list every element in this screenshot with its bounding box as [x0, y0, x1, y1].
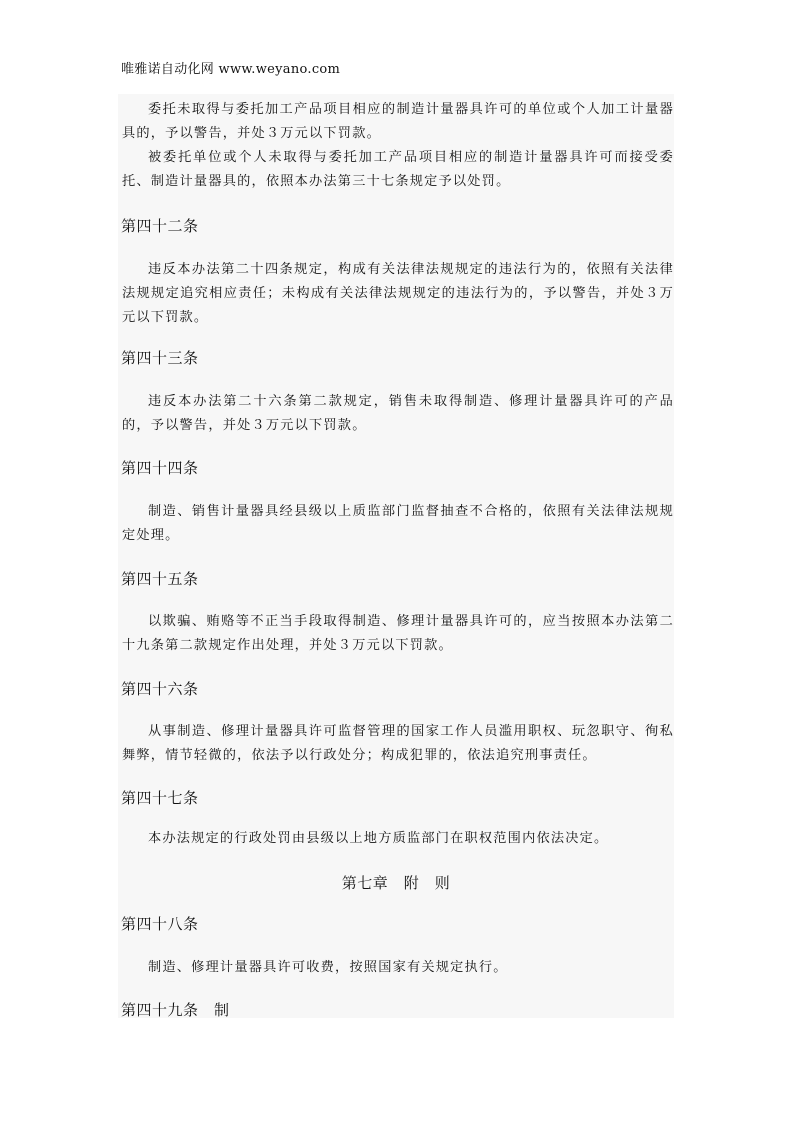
article-heading-42: 第四十二条: [121, 217, 199, 235]
paragraph-45: 以欺骗、贿赂等不正当手段取得制造、修理计量器具许可的，应当按照本办法第二十九条第二款规定作出处理，并处３万元以下罚款。: [122, 614, 674, 653]
paragraph-44: 制造、销售计量器具经县级以上质监部门监督抽查不合格的，依照有关法律法规规定处理。: [122, 504, 674, 543]
chapter-title: 第七章 附 则: [341, 874, 451, 892]
document-body: [118, 94, 674, 1018]
article-heading-44: 第四十四条: [121, 459, 199, 477]
site-header: 唯雅诺自动化网 www.weyano.com: [121, 62, 341, 77]
paragraph-41-4: 被委托单位或个人未取得与委托加工产品项目相应的制造计量器具许可而接受委托、制造计量器具的，依照本办法第三十七条规定予以处罚。: [122, 150, 674, 189]
paragraph-41-3: 委托未取得与委托加工产品项目相应的制造计量器具许可的单位或个人加工计量器具的，予以警告，并处３万元以下罚款。: [122, 102, 674, 141]
article-heading-45: 第四十五条: [121, 570, 199, 588]
article-heading-48: 第四十八条: [121, 915, 199, 933]
paragraph-42: 违反本办法第二十四条规定，构成有关法律法规规定的违法行为的，依照有关法律法规规定追究相应责任；未构成有关法律法规规定的违法行为的，予以警告，并处３万元以下罚款。: [122, 262, 674, 325]
paragraph-43: 违反本办法第二十六条第二款规定，销售未取得制造、修理计量器具许可的产品的，予以警告，并处３万元以下罚款。: [122, 394, 674, 433]
article-heading-43: 第四十三条: [121, 349, 199, 367]
paragraph-47: 本办法规定的行政处罚由县级以上地方质监部门在职权范围内依法决定。: [148, 831, 609, 846]
article-heading-49: 第四十九条 制: [121, 1001, 230, 1019]
article-heading-47: 第四十七条: [121, 789, 199, 807]
article-heading-46: 第四十六条: [121, 680, 199, 698]
paragraph-46: 从事制造、修理计量器具许可监督管理的国家工作人员滥用职权、玩忽职守、徇私舞弊，情节轻微的，依法予以行政处分；构成犯罪的，依法追究刑事责任。: [122, 724, 674, 763]
paragraph-48: 制造、修理计量器具许可收费，按照国家有关规定执行。: [148, 960, 508, 975]
